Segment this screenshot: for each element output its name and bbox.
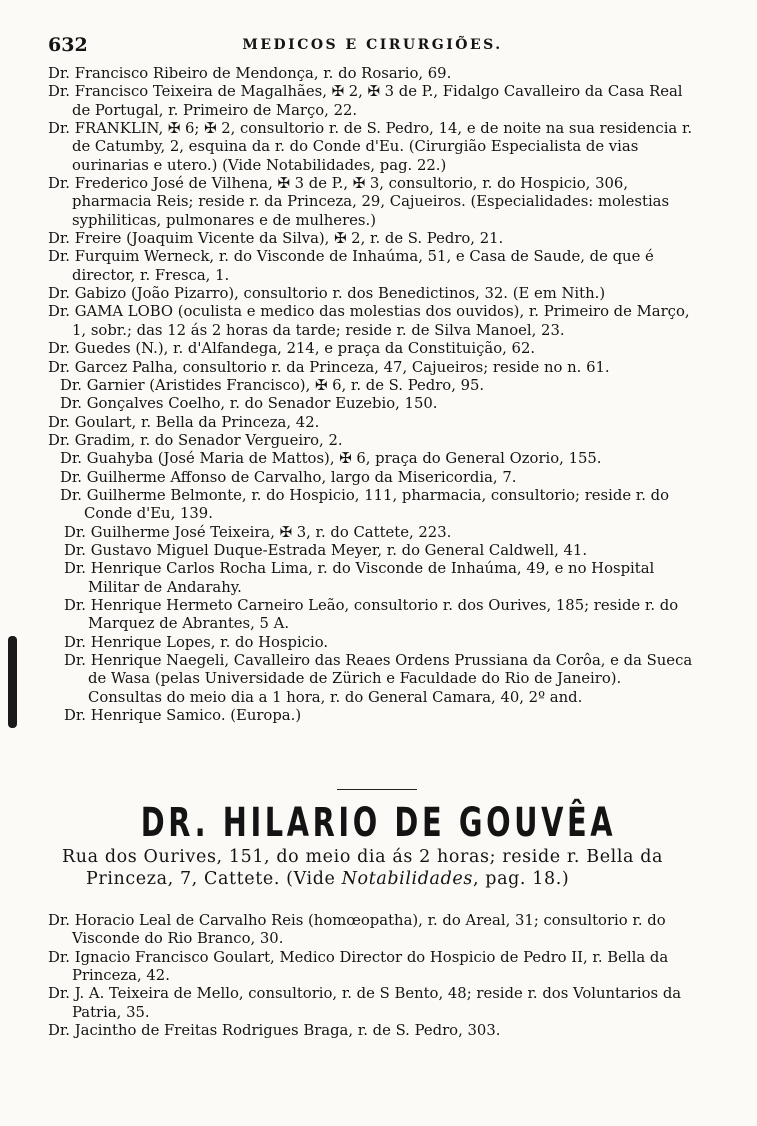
list-item: Dr. Francisco Teixeira de Magalhães, ✠ 2, ✠ 3 de P., Fidalgo Cavalleiro da Casa Real de Portugal, r. Primeiro de Março, 22. [48, 83, 683, 119]
running-title: MEDICOS E CIRURGIÕES. [242, 37, 503, 53]
scan-margin-mark [8, 636, 17, 728]
advertisement-line-1: Rua dos Ourives, 151, do meio dia ás 2 horas; reside r. Bella da [62, 847, 664, 867]
page-header [48, 34, 697, 58]
list-item: Dr. Frederico José de Vilhena, ✠ 3 de P., ✠ 3, consultorio, r. do Hospicio, 306, pharmacia Reis; reside r. da Princeza, 29, Cajueiros. (Especialidades: molestias syphiliticas, pulmonares e de mulheres.) [48, 175, 670, 229]
list-item: Dr. Ignacio Francisco Goulart, Medico Director do Hospicio de Pedro II, r. Bella da Princeza, 42. [48, 948, 669, 985]
list-item: Dr. Garcez Palha, consultorio r. da Princeza, 47, Cajueiros; reside no n. 61. [48, 358, 610, 376]
advertisement-text [62, 846, 702, 890]
list-item: Dr. FRANKLIN, ✠ 6; ✠ 2, consultorio r. de S. Pedro, 14, e de noite na sua residencia r. de Catumby, 2, esquina da r. do Conde d'Eu. (Cirurgião Especialista de vias ourinarias e utero.) (Vide Notabilidades, pag. 22.) [48, 120, 693, 174]
list-item: Dr. Furquim Werneck, r. do Visconde de Inhaúma, 51, e Casa de Saude, de que é director, r. Fresca, 1. [48, 248, 654, 284]
advertisement-reference: Notabilidades [341, 869, 473, 889]
list-item: Dr. Horacio Leal de Carvalho Reis (homœopatha), r. do Areal, 31; consultorio r. do Visconde do Rio Branco, 30. [48, 912, 666, 948]
entries-list-bottom [48, 912, 695, 1040]
list-item: Dr. Gonçalves Coelho, r. do Senador Euzebio, 150. [60, 395, 438, 413]
list-item: Dr. Henrique Samico. (Europa.) [64, 707, 302, 725]
list-item: Dr. Guedes (N.), r. d'Alfandega, 214, e praça da Constituição, 62. [48, 340, 536, 358]
divider-rule [337, 789, 417, 790]
list-item: Dr. J. A. Teixeira de Mello, consultorio, r. de S Bento, 48; reside r. dos Voluntarios da Patria, 35. [48, 985, 682, 1021]
list-item: Dr. Henrique Carlos Rocha Lima, r. do Visconde de Inhaúma, 49, e no Hospital Militar de Andarahy. [64, 560, 655, 596]
list-item: Dr. Gradim, r. do Senador Vergueiro, 2. [48, 431, 343, 449]
list-item: Dr. Gustavo Miguel Duque-Estrada Meyer, r. do General Caldwell, 41. [64, 541, 588, 559]
list-item: Dr. Guilherme Belmonte, r. do Hospicio, 111, pharmacia, consultorio; reside r. do Conde d'Eu, 139. [60, 486, 670, 523]
list-item: Dr. Guahyba (José Maria de Mattos), ✠ 6, praça do General Ozorio, 155. [60, 450, 602, 468]
advertisement-body [62, 846, 702, 890]
advertisement-title: DR. HILARIO DE GOUVÊA [140, 800, 617, 846]
list-item: Dr. Henrique Hermeto Carneiro Leão, consultorio r. dos Ourives, 185; reside r. do Marquez de Abrantes, 5 A. [64, 596, 679, 633]
advertisement-line-2-end: , pag. 18.) [472, 869, 570, 889]
list-item: Dr. Goulart, r. Bella da Princeza, 42. [48, 413, 320, 431]
list-item: Dr. Freire (Joaquim Vicente da Silva), ✠ 2, r. de S. Pedro, 21. [48, 230, 504, 248]
list-item: Dr. Guilherme Affonso de Carvalho, largo da Misericordia, 7. [60, 468, 517, 486]
list-item: Dr. Garnier (Aristides Francisco), ✠ 6, r. de S. Pedro, 95. [60, 376, 485, 394]
list-item: Dr. Gabizo (João Pizarro), consultorio r. dos Benedictinos, 32. (E em Nith.) [48, 285, 606, 303]
page-number: 632 [48, 34, 88, 56]
list-item: Dr. Henrique Lopes, r. do Hospicio. [64, 633, 329, 651]
list-item: Dr. Henrique Naegeli, Cavalleiro das Reaes Ordens Prussiana da Corôa, e da Sueca de Wasa (pelas Universidade de Zürich e Faculdade do Rio de Janeiro). Consultas do meio dia a 1 hora, r. do General Camara, 40, 2º and. [64, 652, 693, 706]
list-item: Dr. GAMA LOBO (oculista e medico das molestias dos ouvidos), r. Primeiro de Março, 1, sobr.; das 12 ás 2 horas da tarde; reside r. de Silva Manoel, 23. [48, 303, 690, 339]
list-item: Dr. Guilherme José Teixeira, ✠ 3, r. do Cattete, 223. [64, 523, 452, 541]
entries-list-top [48, 65, 695, 725]
advertisement-line-2-start: Princeza, 7, Cattete. (Vide [86, 869, 342, 889]
list-item: Dr. Francisco Ribeiro de Mendonça, r. do Rosario, 69. [48, 65, 452, 82]
list-item: Dr. Jacintho de Freitas Rodrigues Braga, r. de S. Pedro, 303. [48, 1022, 501, 1040]
